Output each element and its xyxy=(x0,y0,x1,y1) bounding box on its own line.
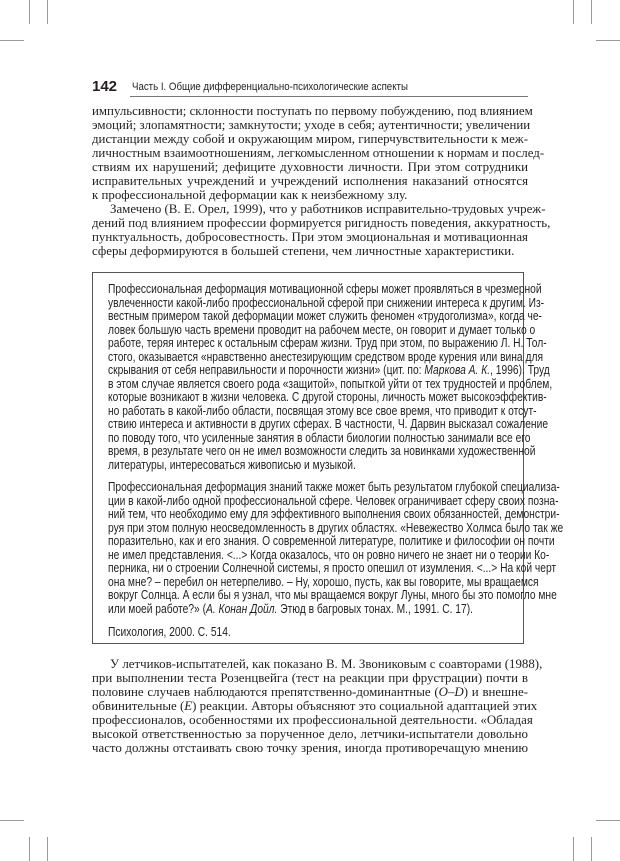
text: или моей работе?» ( xyxy=(108,601,207,616)
text-line: У летчиков-испытателей, как показано В. М. Звониковым с соавторами (1988), xyxy=(110,657,543,671)
text: обвинительные ( xyxy=(92,699,185,713)
text-line: вокруг Солнца. А если бы я узнал, что мы вращаемся вокруг Луны, много бы это помогло мне xyxy=(108,588,557,602)
paragraph-1 xyxy=(92,104,551,258)
text-line: по поводу того, что усиленные занятия в области биологии полностью занимали все его xyxy=(108,430,531,445)
source-line: Психология, 2000. С. 514. xyxy=(108,625,231,639)
text-line: высокой ответственностью за порученное дело, летчики-испытатели довольно xyxy=(92,727,528,741)
sidebar-box xyxy=(92,272,564,644)
crop-mark xyxy=(0,820,24,821)
text: ) и внешне- xyxy=(463,685,528,699)
text-line: дистанции между собой и окружающим миром, гиперчувствительности к меж- xyxy=(92,132,528,146)
text-line: но работать в какой-либо области, посвящая этому все свое время, что приводит к отсут- xyxy=(108,403,537,418)
crop-mark xyxy=(29,0,30,24)
text-line: поразительно, как и его знания. О современной литературе, политике и философии он почти xyxy=(108,534,555,548)
box-paragraph-1 xyxy=(108,282,553,472)
text-line: при выполнении теста Розенцвейга (тест на реакции при фрустрации) почти в xyxy=(92,671,528,685)
text-line: личностным взаимоотношениям, легкомысленном отношении к нормам и послед- xyxy=(92,146,545,160)
text-line: литературы, интересоваться живописью и музыкой. xyxy=(108,457,356,472)
text-line: которые возникают в жизни человека. С другой стороны, личность может высокоэффектив- xyxy=(108,390,547,404)
paragraph-3 xyxy=(92,657,543,755)
box-source xyxy=(108,626,515,640)
crop-mark xyxy=(596,40,620,41)
text-line: ловек большую часть времени проводит на рабочем месте, он говорит и думает только о xyxy=(108,322,536,337)
text-line: перника, ни о строении Солнечной системы, я просто опешил от изумления. <...> На кой черт xyxy=(108,561,557,575)
text: Этюд в багровых тонах. М., 1991. С. 17). xyxy=(277,601,473,616)
running-header xyxy=(92,78,528,98)
page-number: 142 xyxy=(92,78,118,95)
citation-author: А. Конан Дойл. xyxy=(206,601,278,616)
text-line xyxy=(92,699,538,713)
text-line: Профессиональная деформация знаний также может быть результатом глубокой специализа- xyxy=(108,480,560,494)
text-line: время, в результате чего он не имел возможности следить за новинками художественной xyxy=(108,444,536,458)
text-line: Профессиональная деформация мотивационной сферы может проявляться в чрезмерной xyxy=(108,282,542,296)
crop-mark xyxy=(0,40,24,41)
text-line: руя при этом полную неосведомленность в других областях. «Невежество Холмса было так же xyxy=(108,520,564,535)
crop-mark xyxy=(573,0,574,24)
text-line: часто должны отстаивать свою точку зрения, иногда противоречащую мнению xyxy=(92,741,528,755)
text-line: Замечено (В. Е. Орел, 1999), что у работников исправительно-трудовых учреж- xyxy=(110,202,546,216)
text-line: пунктуальность, добросовестность. При этом эмоциональная и мотивационная xyxy=(92,230,528,244)
text-line: эмоций; злопамятности; замкнутости; уходе в себя; аутентичности; увеличении xyxy=(92,118,531,132)
reaction-code: O–D xyxy=(438,685,464,699)
text-line: вестным примером такой деформации может служить феномен «трудоголизма», когда че- xyxy=(108,309,542,323)
text: скрывания от себя неправильности и порочности жизни» (цит. по: xyxy=(108,363,425,377)
crop-mark xyxy=(47,837,48,861)
text-line: увлеченности какой-либо профессиональной сферой при снижении интереса к другим. Из- xyxy=(108,295,545,310)
running-title: Часть I. Общие дифференциально-психологические аспекты xyxy=(132,81,408,93)
crop-mark xyxy=(591,0,592,24)
text: , 1996). Труд xyxy=(490,363,550,377)
text-line: импульсивности; склонности поступать по первому побуждению, под влиянием xyxy=(92,104,533,118)
text-line: сферы деформируются в большей степени, чем личностные характеристики. xyxy=(92,244,515,258)
text-line: к профессиональной деформации как к неизбежному злу. xyxy=(92,188,408,202)
text-line: ции в какой-либо одной профессиональной сфере. Человек ограничивает сферу своих позна- xyxy=(108,493,559,508)
text-line: не имел представления. <...> Когда оказалось, что он ровно ничего не знает ни о теории Ко- xyxy=(108,547,550,562)
text: половине случаев наблюдаются препятственно-доминантные ( xyxy=(92,685,439,699)
box-paragraph-2 xyxy=(108,480,564,616)
text-line: дений под влиянием профессии формируется ригидность поведения, аккуратность, xyxy=(92,216,551,230)
text-line: ний тем, что необходимо ему для эффективного выполнения своих обязанностей, демонстри- xyxy=(108,507,560,521)
text-line: в этом случае является своего рода «защитой», попыткой уйти от тех трудностей и проблем, xyxy=(108,376,553,391)
text-line: стого, оказывается «нравственно анестезирующим средством вроде курения или вина для xyxy=(108,349,544,364)
text-line xyxy=(108,363,550,378)
crop-mark xyxy=(573,837,574,861)
text-line xyxy=(108,603,515,617)
text-line xyxy=(92,685,528,699)
text-line: профессионалов, особенностями их профессиональной деятельности. «Обладая xyxy=(92,713,533,727)
crop-mark xyxy=(47,0,48,24)
citation-author: Маркова А. К. xyxy=(424,363,491,377)
header-rule xyxy=(130,96,528,97)
text: ) реакции. Авторы объясняют это социальной адаптацией этих xyxy=(192,699,538,713)
crop-mark xyxy=(596,820,620,821)
crop-mark xyxy=(29,837,30,861)
crop-mark xyxy=(591,837,592,861)
reaction-code: E xyxy=(184,699,193,713)
text-line: она мне? – перебил он нетерпеливо. – Ну, хорошо, пусть, как вы говорите, мы вращаемся xyxy=(108,574,539,589)
text-line: работе, теряя интерес к остальным сферам жизни. Труд при этом, по выражению Л. Н. Тол- xyxy=(108,336,547,350)
text-line: ствию интереса и активности в других сферах. В частности, Ч. Дарвин высказал сожаление xyxy=(108,417,549,431)
text-line: исправительных учреждений и учреждений исполнения наказаний относятся xyxy=(92,174,528,188)
text-line: ствиям их нарушений; дефиците духовности личности. При этом сотрудники xyxy=(92,160,528,174)
